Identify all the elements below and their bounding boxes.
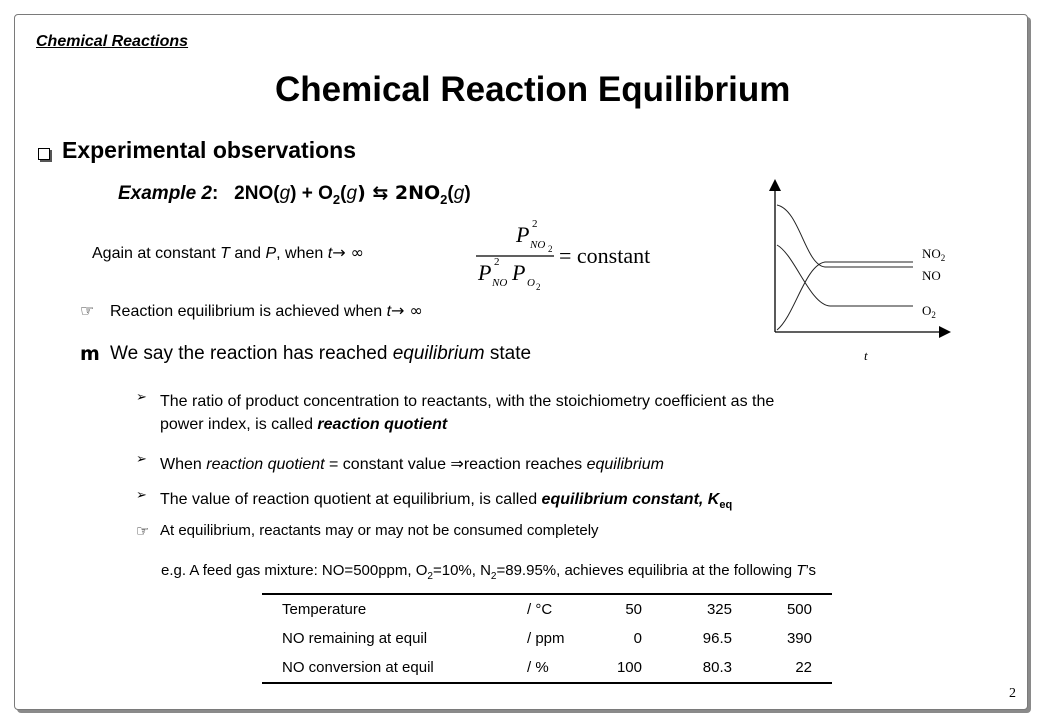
text-part: state — [484, 343, 532, 364]
text-part: and — [229, 245, 266, 262]
page-number: 2 — [1009, 686, 1016, 701]
text-part: , when — [276, 245, 328, 262]
formula-sq: 2 — [532, 218, 538, 230]
row-unit: / % — [527, 653, 587, 683]
constant-conditions-text — [92, 243, 364, 263]
row-label: NO remaining at equil — [282, 630, 428, 647]
note-text: At equilibrium, reactants may or may not be consumed completely — [160, 522, 599, 539]
text-part: power index, is called — [160, 416, 318, 433]
emphasis: equilibrium — [586, 456, 664, 473]
subscript: 2 — [332, 191, 341, 207]
text-part: =10%, N — [432, 562, 491, 579]
formula-sub: 2 — [548, 244, 553, 254]
text-part: reaction reaches — [463, 456, 587, 473]
implies-symbol: ⇒ — [450, 454, 464, 473]
equation-part: ( — [340, 183, 347, 204]
subscript: 2 — [427, 571, 433, 582]
equation-part: ( — [447, 183, 454, 204]
arrow-bullet-icon: ➢ — [136, 488, 147, 503]
text-line: The ratio of product concentration to reactants, with the stoichiometry coefficient as the — [160, 393, 775, 410]
concentration-time-graph — [755, 175, 955, 365]
example-colon: : — [212, 183, 219, 204]
limit-symbol: → ∞ — [332, 243, 365, 262]
bullet-m-icon: m — [80, 343, 100, 365]
subheading: Experimental observations — [62, 137, 356, 163]
list-item — [80, 343, 532, 366]
item-text — [160, 452, 664, 476]
no2-curve — [777, 262, 913, 330]
table-row — [262, 653, 832, 683]
formula-rhs: = constant — [559, 243, 651, 268]
row-unit: / ppm — [527, 630, 565, 647]
equilibrium-data-table — [262, 593, 832, 684]
formula-sub: NO — [492, 277, 508, 289]
row-label: NO conversion at equil — [282, 653, 527, 683]
no-curve — [777, 205, 913, 267]
phase-g: g — [279, 183, 291, 204]
emphasis: reaction quotient — [317, 416, 448, 433]
cell-value: 50 — [587, 594, 642, 624]
formula-P: P — [478, 260, 492, 285]
formula-sq: 2 — [494, 256, 500, 268]
list-item — [80, 301, 423, 321]
table-row — [262, 624, 832, 653]
emphasis: equilibrium — [392, 343, 485, 364]
phase-g: g — [346, 183, 358, 204]
var-T: T — [796, 562, 806, 579]
equation-part: ) + O — [290, 183, 333, 204]
arrow-bullet-icon: ➢ — [136, 390, 147, 405]
text-part: = constant value — [324, 456, 451, 473]
cell-value: 80.3 — [642, 653, 732, 683]
row-unit: / °C — [527, 594, 587, 624]
formula-sub: O — [527, 277, 535, 289]
text-part: Again at constant — [92, 245, 221, 262]
limit-symbol: → ∞ — [391, 301, 423, 320]
var-t: t — [327, 245, 333, 262]
formula-P: P — [516, 222, 530, 247]
text-part: Reaction equilibrium is achieved when — [110, 303, 387, 320]
row-label: Temperature — [282, 594, 527, 624]
pointing-hand-icon: ☞ — [80, 301, 95, 320]
note-item — [136, 522, 599, 540]
example-line — [118, 182, 471, 207]
cell-value: 325 — [642, 594, 732, 624]
no2-label: $NO_2$ — [922, 246, 946, 263]
text-part: When — [160, 456, 207, 473]
x-axis-label: t — [864, 348, 868, 363]
example-text — [161, 562, 816, 582]
text-part: The value of reaction quotient at equilibrium, is called — [160, 491, 542, 508]
item-text — [160, 488, 732, 517]
subscript: 2 — [440, 191, 448, 207]
section-label: Chemical Reactions — [36, 33, 189, 50]
formula-sub: 2 — [536, 282, 541, 292]
o2-label: $O_2$ — [922, 303, 936, 320]
subscript: eq — [719, 499, 733, 512]
arrow-bullet-icon: ➢ — [136, 452, 147, 467]
example-label: Example 2 — [118, 183, 212, 204]
cell-value: 96.5 — [702, 630, 732, 647]
square-bullet-icon — [38, 148, 50, 160]
slide-title: Chemical Reaction Equilibrium — [275, 70, 791, 109]
equilibrium-formula — [474, 214, 684, 294]
equation-part: 2NO( — [234, 183, 280, 204]
formula-P: P — [512, 260, 526, 285]
phase-g: g — [453, 183, 465, 204]
cell-value: 500 — [732, 594, 812, 624]
pointing-hand-icon: ☞ — [136, 522, 150, 540]
table-row — [262, 594, 832, 624]
no-label: NO — [922, 268, 941, 283]
emphasis: equilibrium constant, K — [541, 491, 720, 508]
cell-value: 390 — [786, 630, 812, 647]
var-T: T — [220, 245, 230, 262]
text-part: =89.95%, achieves equilibria at the following — [496, 562, 797, 579]
var-P: P — [265, 245, 277, 262]
var-t: t — [386, 303, 392, 320]
item-text — [160, 390, 774, 436]
item-text — [110, 343, 531, 365]
formula-sub: NO — [530, 239, 546, 251]
cell-value: 100 — [587, 653, 642, 683]
equation-part: ) ⇆ 2NO — [357, 182, 441, 204]
subscript: 2 — [490, 571, 497, 582]
equation-part: ) — [464, 183, 471, 204]
item-text — [110, 301, 423, 321]
text-part: ’s — [805, 562, 816, 579]
cell-value: 0 — [633, 630, 642, 647]
emphasis: reaction quotient — [206, 456, 325, 473]
cell-value: 22 — [732, 653, 812, 683]
text-part: e.g. A feed gas mixture: NO=500ppm, O — [161, 562, 428, 579]
text-part: We say the reaction has reached — [110, 343, 393, 364]
